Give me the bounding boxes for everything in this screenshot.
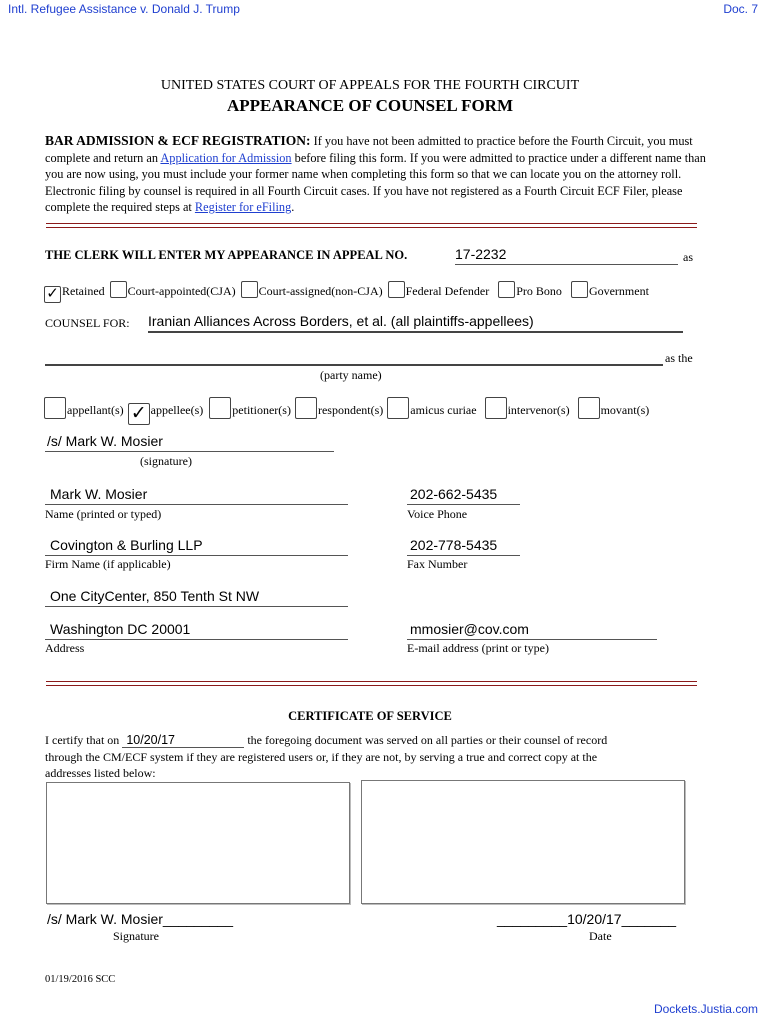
voice-phone-field[interactable]: 202-662-5435 bbox=[407, 486, 520, 505]
email-label: E-mail address (print or type) bbox=[407, 641, 549, 655]
certificate-divider bbox=[46, 681, 697, 686]
bar-admission-paragraph: BAR ADMISSION & ECF REGISTRATION: If you have not been admitted to practice before the Fourth Circuit, you must complete and return an Application for Admission before filing this form. If you were admitted to practice under a different name than you are now using, you must include your former name when completing this form so that we can locate you on the attorney roll. Electronic filing by counsel is required in all Fourth Circuit cases. If you have not registered as a Fourth Circuit ECF Filer, please complete the required steps at Register for eFiling. bbox=[45, 133, 706, 214]
bar-admission-heading: BAR ADMISSION & ECF REGISTRATION: bbox=[45, 133, 311, 148]
appeal-number-field[interactable]: 17-2232 bbox=[455, 246, 678, 265]
non-cja-checkbox[interactable] bbox=[241, 281, 258, 298]
address-label: Address bbox=[45, 641, 85, 655]
certificate-signature-field[interactable]: /s/ Mark W. Mosier_________ bbox=[47, 911, 233, 927]
certificate-date-signed-field[interactable]: _________10/20/17_______ bbox=[497, 911, 677, 927]
form-revision-code: 01/19/2016 SCC bbox=[45, 974, 116, 985]
certificate-line-3: addresses listed below: bbox=[45, 766, 156, 780]
representation-row: ✓ Retained Court-appointed(CJA) Court-assigned(non-CJA) Federal Defender Pro Bono Government bbox=[44, 281, 649, 303]
certificate-title: CERTIFICATE OF SERVICE bbox=[288, 709, 452, 723]
cja-checkbox[interactable] bbox=[110, 281, 127, 298]
firm-name-label: Firm Name (if applicable) bbox=[45, 557, 171, 571]
signature-caption: (signature) bbox=[140, 454, 192, 468]
intervenor-checkbox[interactable] bbox=[485, 397, 507, 419]
certificate-signature-label: Signature bbox=[113, 929, 159, 943]
application-for-admission-link[interactable]: Application for Admission bbox=[160, 150, 292, 165]
appeal-as: as bbox=[683, 250, 693, 264]
counsel-for-field[interactable]: Iranian Alliances Across Borders, et al. (all plaintiffs-appellees) bbox=[148, 313, 683, 333]
party-role-row: appellant(s) ✓ appellee(s) petitioner(s) respondent(s) amicus curiae intervenor(s) movant(s) bbox=[44, 397, 649, 425]
appellee-checkbox[interactable]: ✓ bbox=[128, 403, 150, 425]
address-line-1-field[interactable]: One CityCenter, 850 Tenth St NW bbox=[45, 588, 348, 607]
justia-link[interactable]: Dockets.Justia.com bbox=[653, 1002, 758, 1016]
party-name-caption: (party name) bbox=[320, 368, 382, 382]
register-for-efiling-link[interactable]: Register for eFiling bbox=[194, 200, 292, 214]
retained-checkbox[interactable]: ✓ bbox=[44, 286, 61, 303]
certificate-date-field[interactable]: 10/20/17 bbox=[122, 733, 244, 748]
respondent-checkbox[interactable] bbox=[295, 397, 317, 419]
certificate-line-2: through the CM/ECF system if they are registered users or, if they are not, by serving a true and correct copy at the bbox=[45, 750, 598, 764]
appellant-checkbox[interactable] bbox=[44, 397, 66, 419]
section-divider bbox=[46, 223, 697, 228]
government-checkbox[interactable] bbox=[571, 281, 588, 298]
appeal-label: THE CLERK WILL ENTER MY APPEARANCE IN APPEAL NO. bbox=[45, 248, 408, 262]
party-name-line[interactable] bbox=[45, 364, 663, 366]
case-title: Intl. Refugee Assistance v. Donald J. Trump bbox=[8, 2, 240, 16]
certificate-date-label: Date bbox=[589, 929, 612, 943]
service-address-box-left[interactable] bbox=[46, 782, 350, 904]
doc-number: Doc. 7 bbox=[723, 2, 758, 16]
petitioner-checkbox[interactable] bbox=[209, 397, 231, 419]
service-address-box-right[interactable] bbox=[361, 780, 685, 904]
counsel-for-label: COUNSEL FOR: bbox=[45, 316, 130, 330]
pro-bono-checkbox[interactable] bbox=[498, 281, 515, 298]
fax-label: Fax Number bbox=[407, 557, 468, 571]
signature-field[interactable]: /s/ Mark W. Mosier bbox=[45, 433, 334, 452]
form-title: APPEARANCE OF COUNSEL FORM bbox=[226, 96, 513, 115]
fax-field[interactable]: 202-778-5435 bbox=[407, 537, 520, 556]
court-name: UNITED STATES COURT OF APPEALS FOR THE FOURTH CIRCUIT bbox=[160, 78, 580, 93]
as-the-label: as the bbox=[665, 351, 693, 365]
federal-defender-checkbox[interactable] bbox=[388, 281, 405, 298]
movant-checkbox[interactable] bbox=[578, 397, 600, 419]
certificate-line-1: I certify that on 10/20/17 the foregoing document was served on all parties or their counsel of record bbox=[45, 733, 608, 747]
email-field[interactable]: mmosier@cov.com bbox=[407, 621, 657, 640]
voice-phone-label: Voice Phone bbox=[407, 507, 468, 521]
amicus-checkbox[interactable] bbox=[387, 397, 409, 419]
name-field[interactable]: Mark W. Mosier bbox=[45, 486, 348, 505]
address-line-2-field[interactable]: Washington DC 20001 bbox=[45, 621, 348, 640]
firm-name-field[interactable]: Covington & Burling LLP bbox=[45, 537, 348, 556]
name-label: Name (printed or typed) bbox=[45, 507, 162, 521]
